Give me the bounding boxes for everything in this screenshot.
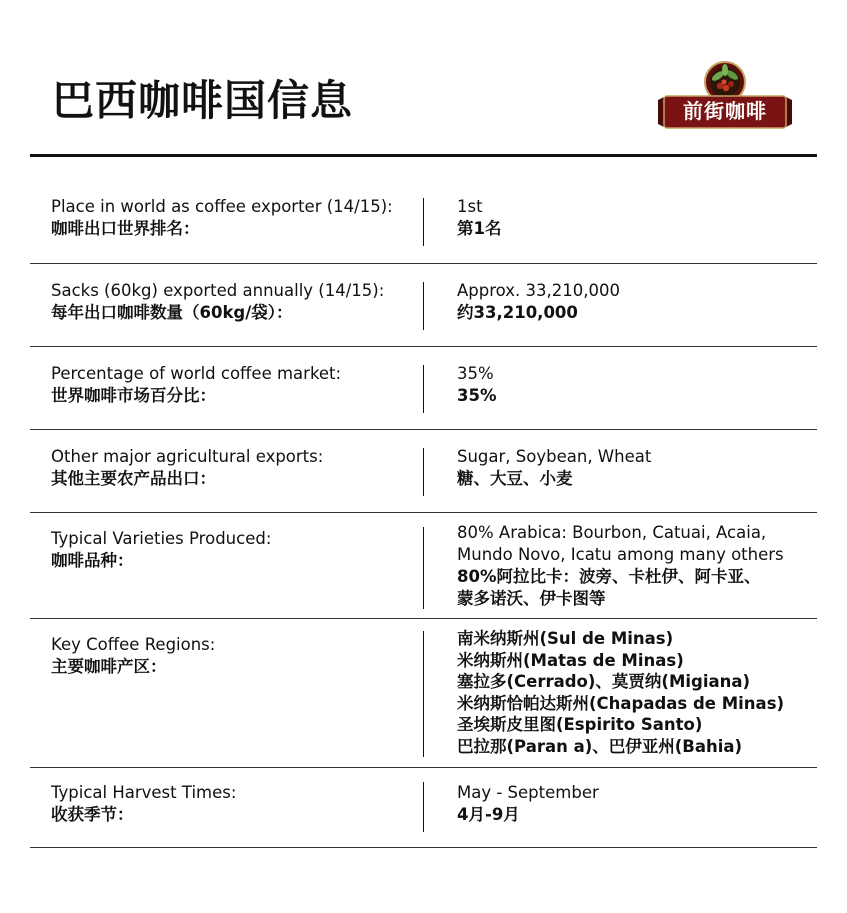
info-row-exporter-rank (30, 180, 817, 264)
row-value-line: 35% (457, 386, 497, 405)
row-value-line: Approx. 33,210,000 (457, 281, 620, 300)
row-label (51, 446, 411, 490)
info-row-harvest (30, 768, 817, 848)
row-value-line: 约33,210,000 (457, 303, 578, 322)
column-divider (423, 282, 424, 330)
row-label-en: Other major agricultural exports: (51, 447, 324, 466)
row-label-zh: 每年出口咖啡数量（60kg/袋）： (51, 303, 293, 322)
row-value-line: 塞拉多(Cerrado)、莫贾纳(Migiana) (457, 672, 751, 691)
row-value-line: 米纳斯州(Matas de Minas) (457, 650, 684, 670)
row-value (457, 363, 812, 407)
row-value-line: Mundo Novo, Icatu among many others (457, 545, 784, 564)
row-label (51, 782, 411, 826)
row-label-en: Key Coffee Regions: (51, 635, 216, 654)
info-row-regions (30, 619, 817, 768)
row-value-line: Sugar, Soybean, Wheat (457, 447, 652, 466)
row-value-line: 80% Arabica: Bourbon, Catuai, Acaia, (457, 523, 767, 542)
row-value-line: 蒙多诺沃、伊卡图等 (457, 589, 606, 608)
row-label (51, 196, 411, 240)
info-table (30, 180, 817, 848)
row-label (51, 528, 411, 572)
row-value-line: 1st (457, 197, 483, 216)
column-divider (423, 631, 424, 757)
row-label-zh: 主要咖啡产区： (51, 657, 167, 676)
row-value (457, 446, 812, 490)
row-label-en: Percentage of world coffee market: (51, 364, 342, 383)
row-value-line: 糖、大豆、小麦 (457, 469, 573, 488)
row-label-en: Typical Varieties Produced: (51, 529, 272, 548)
row-value (457, 782, 812, 826)
row-label-en: Typical Harvest Times: (51, 783, 237, 802)
row-value-line: 南米纳斯州(Sul de Minas) (457, 629, 674, 648)
info-row-varieties (30, 513, 817, 619)
row-value-line: 米纳斯恰帕达斯州(Chapadas de Minas) (457, 693, 785, 713)
row-value (457, 522, 812, 610)
row-label-zh: 世界咖啡市场百分比： (51, 386, 216, 405)
column-divider (423, 365, 424, 413)
row-label-en: Place in world as coffee exporter (14/15): (51, 197, 393, 216)
column-divider (423, 448, 424, 496)
row-label (51, 280, 411, 324)
row-value-line: 35% (457, 364, 494, 383)
row-label-zh: 咖啡品种： (51, 551, 134, 570)
brand-logo (656, 56, 794, 132)
row-value (457, 196, 812, 240)
info-row-other-exports (30, 430, 817, 513)
row-value-line: 4月-9月 (457, 805, 520, 824)
row-value-line: 第1名 (457, 219, 502, 238)
column-divider (423, 198, 424, 246)
row-value (457, 280, 812, 324)
info-row-market-share (30, 347, 817, 430)
row-value-line: May - September (457, 783, 599, 802)
column-divider (423, 527, 424, 609)
page-title: 巴西咖啡国信息 (52, 76, 354, 125)
row-value-line: 圣埃斯皮里图(Espirito Santo) (457, 715, 703, 734)
row-value-line: 80%阿拉比卡：波旁、卡杜伊、阿卡亚、 (457, 567, 761, 586)
row-label (51, 363, 411, 407)
row-label-zh: 其他主要农产品出口： (51, 469, 216, 488)
row-label-zh: 收获季节： (51, 805, 134, 824)
row-label-en: Sacks (60kg) exported annually (14/15): (51, 281, 385, 300)
row-label-zh: 咖啡出口世界排名： (51, 219, 200, 238)
logo-text: 前街咖啡 (683, 99, 767, 123)
info-row-sacks-exported (30, 264, 817, 347)
row-label (51, 634, 411, 678)
row-value (457, 628, 812, 757)
column-divider (423, 782, 424, 832)
header-divider (30, 154, 817, 157)
row-value-line: 巴拉那(Paran a)、巴伊亚州(Bahia) (457, 736, 743, 756)
